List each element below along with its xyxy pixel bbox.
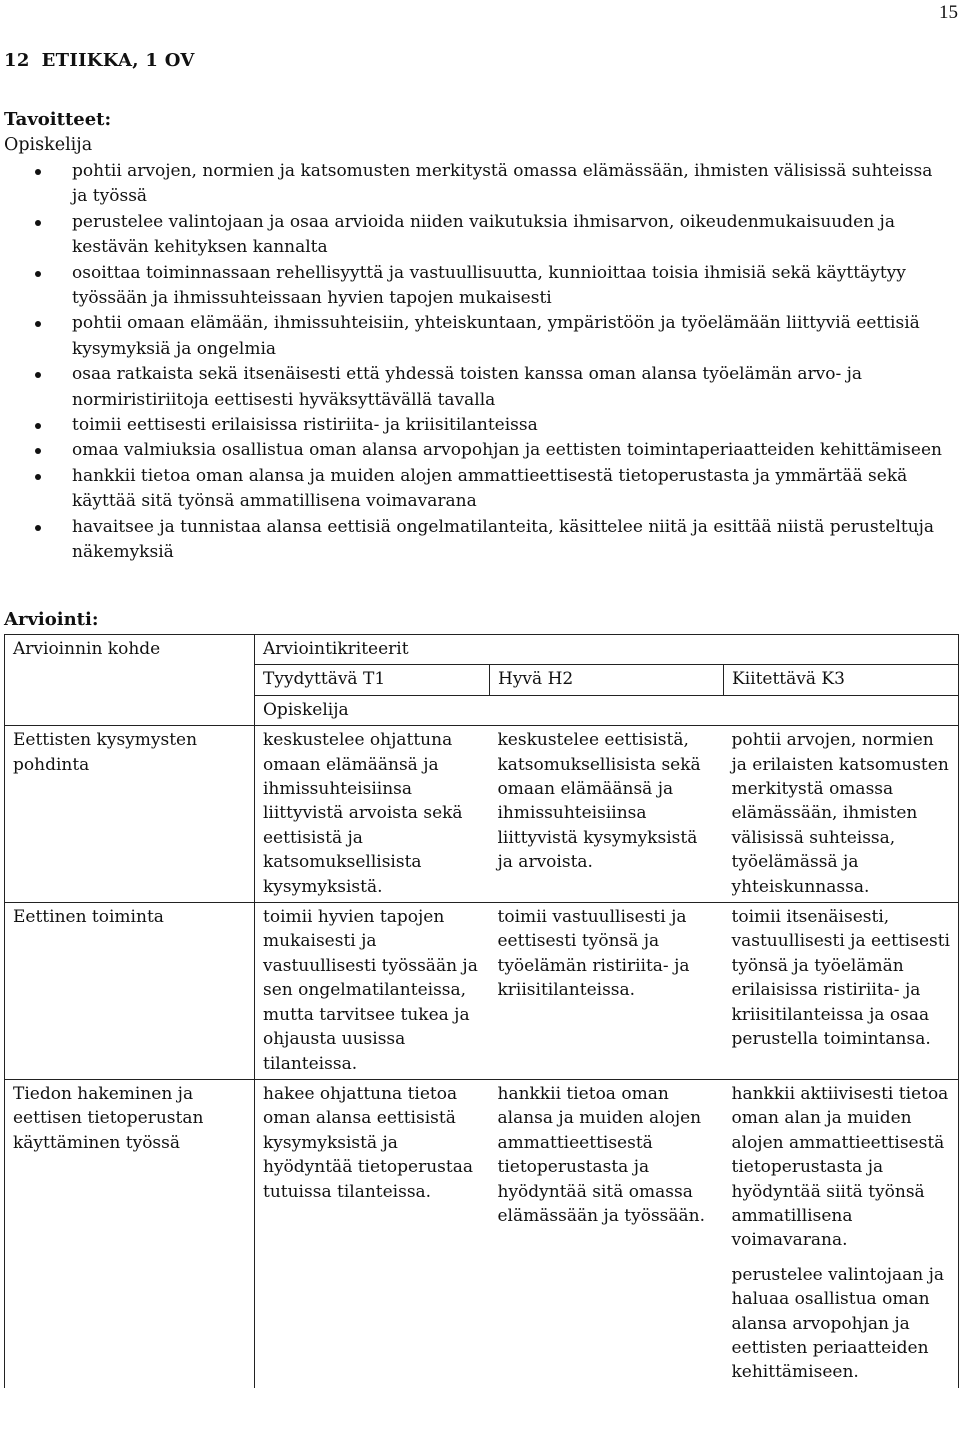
target-header-spacer (5, 665, 255, 695)
criteria-t1-cell: toimii hyvien tapojen mukaisesti ja vastuullisesti työssään ja sen ongelmatilanteissa, mutta tarvitsee tukea ja ohjausta uusissa tilanteissa. (255, 903, 490, 1080)
table-header-row (5, 635, 959, 665)
criteria-h2-cell: toimii vastuullisesti ja eettisesti työnsä ja työelämän ristiriita- ja kriisitilanteissa. (490, 903, 724, 1080)
criteria-k3-text: hankkii aktiivisesti tietoa oman alan ja muiden alojen ammattieettisestä tietoperustasta ja hyödyntää siitä työnsä ammatillisena voimavarana. (731, 1083, 949, 1251)
goal-item: toimii eettisesti erilaisissa ristiriita- ja kriisitilanteissa (0, 413, 950, 438)
criteria-header: Arviointikriteerit (255, 635, 959, 665)
criteria-h2-cell: keskustelee eettisistä, katsomuksellisista sekä omaan elämäänsä ja ihmissuhteisiinsa liittyvistä kysymyksistä ja arvoista. (490, 726, 724, 903)
grade-t1-header: Tyydyttävä T1 (255, 665, 490, 695)
goals-subject: Opiskelija (4, 135, 93, 155)
criteria-h2-cell: hankkii tietoa oman alansa ja muiden alojen ammattieettisestä tietoperustasta ja hyödyntää sitä omassa elämässään ja työssään. (490, 1079, 724, 1387)
goal-item: perustelee valintojaan ja osaa arvioida niiden vaikutuksia ihmisarvon, oikeudenmukaisuuden ja kestävän kehityksen kannalta (0, 210, 950, 261)
goal-item: omaa valmiuksia osallistua oman alansa arvopohjan ja eettisten toimintaperiaatteiden kehittämiseen (0, 438, 950, 463)
table-row (5, 903, 959, 1080)
assessment-table (4, 634, 959, 1388)
goal-item: pohtii omaan elämään, ihmissuhteisiin, yhteiskuntaan, ympäristöön ja työelämään liittyviä eettisiä kysymyksiä ja ongelmia (0, 311, 950, 362)
target-cell: Eettinen toiminta (5, 903, 255, 1080)
table-row (5, 1079, 959, 1387)
table-row (5, 726, 959, 903)
criteria-k3-cell (724, 1079, 959, 1387)
grade-header-row (5, 665, 959, 695)
section-number: 12 (4, 50, 30, 71)
goal-item: havaitsee ja tunnistaa alansa eettisiä ongelmatilanteita, käsittelee niitä ja esittää niistä perusteltuja näkemyksiä (0, 515, 950, 566)
goal-item: osoittaa toiminnassaan rehellisyyttä ja vastuullisuutta, kunnioittaa toisia ihmisiä sekä käyttäytyy työssään ja ihmissuhteissaan hyvien tapojen mukaisesti (0, 261, 950, 312)
goals-heading: Tavoitteet: (4, 109, 112, 130)
subject-spacer (5, 695, 255, 725)
criteria-k3-cell: pohtii arvojen, normien ja erilaisten katsomusten merkitystä omassa elämässään, ihmisten välisissä suhteissa, työelämässä ja yhteiskunnassa. (724, 726, 959, 903)
target-cell: Eettisten kysymysten pohdinta (5, 726, 255, 903)
target-cell: Tiedon hakeminen ja eettisen tietoperustan käyttäminen työssä (5, 1079, 255, 1387)
criteria-k3-extra: perustelee valintojaan ja haluaa osallistua oman alansa arvopohjan ja eettisten periaatteiden kehittämiseen. (731, 1264, 945, 1383)
section-title: ETIIKKA, 1 OV (41, 50, 195, 71)
table-subject: Opiskelija (255, 695, 959, 725)
goal-item: hankkii tietoa oman alansa ja muiden alojen ammattieettisestä tietoperustasta ja ymmärtää sekä käyttää sitä työnsä ammatillisena voimavarana (0, 464, 950, 515)
criteria-t1-cell: hakee ohjattuna tietoa oman alansa eettisistä kysymyksistä ja hyödyntää tietoperustaa tutuissa tilanteissa. (255, 1079, 490, 1387)
target-header: Arvioinnin kohde (5, 635, 255, 665)
goal-item: pohtii arvojen, normien ja katsomusten merkitystä omassa elämässään, ihmisten välisissä suhteissa ja työssä (0, 159, 950, 210)
criteria-k3-cell: toimii itsenäisesti, vastuullisesti ja eettisesti työnsä ja työelämän erilaisissa ristiriita- ja kriisitilanteissa ja osaa perustella toimintansa. (724, 903, 959, 1080)
goals-list (0, 159, 950, 566)
grade-k3-header: Kiitettävä K3 (724, 665, 959, 695)
subject-row (5, 695, 959, 725)
assessment-heading: Arviointi: (4, 609, 99, 630)
section-heading (4, 50, 195, 71)
grade-h2-header: Hyvä H2 (490, 665, 724, 695)
page-number: 15 (939, 2, 958, 23)
criteria-t1-cell: keskustelee ohjattuna omaan elämäänsä ja ihmissuhteisiinsa liittyvistä arvoista sekä eettisistä ja katsomuksellisista kysymyksistä. (255, 726, 490, 903)
goal-item: osaa ratkaista sekä itsenäisesti että yhdessä toisten kanssa oman alansa työelämän arvo- ja normiristiriitoja eettisesti hyväksyttävällä tavalla (0, 362, 950, 413)
